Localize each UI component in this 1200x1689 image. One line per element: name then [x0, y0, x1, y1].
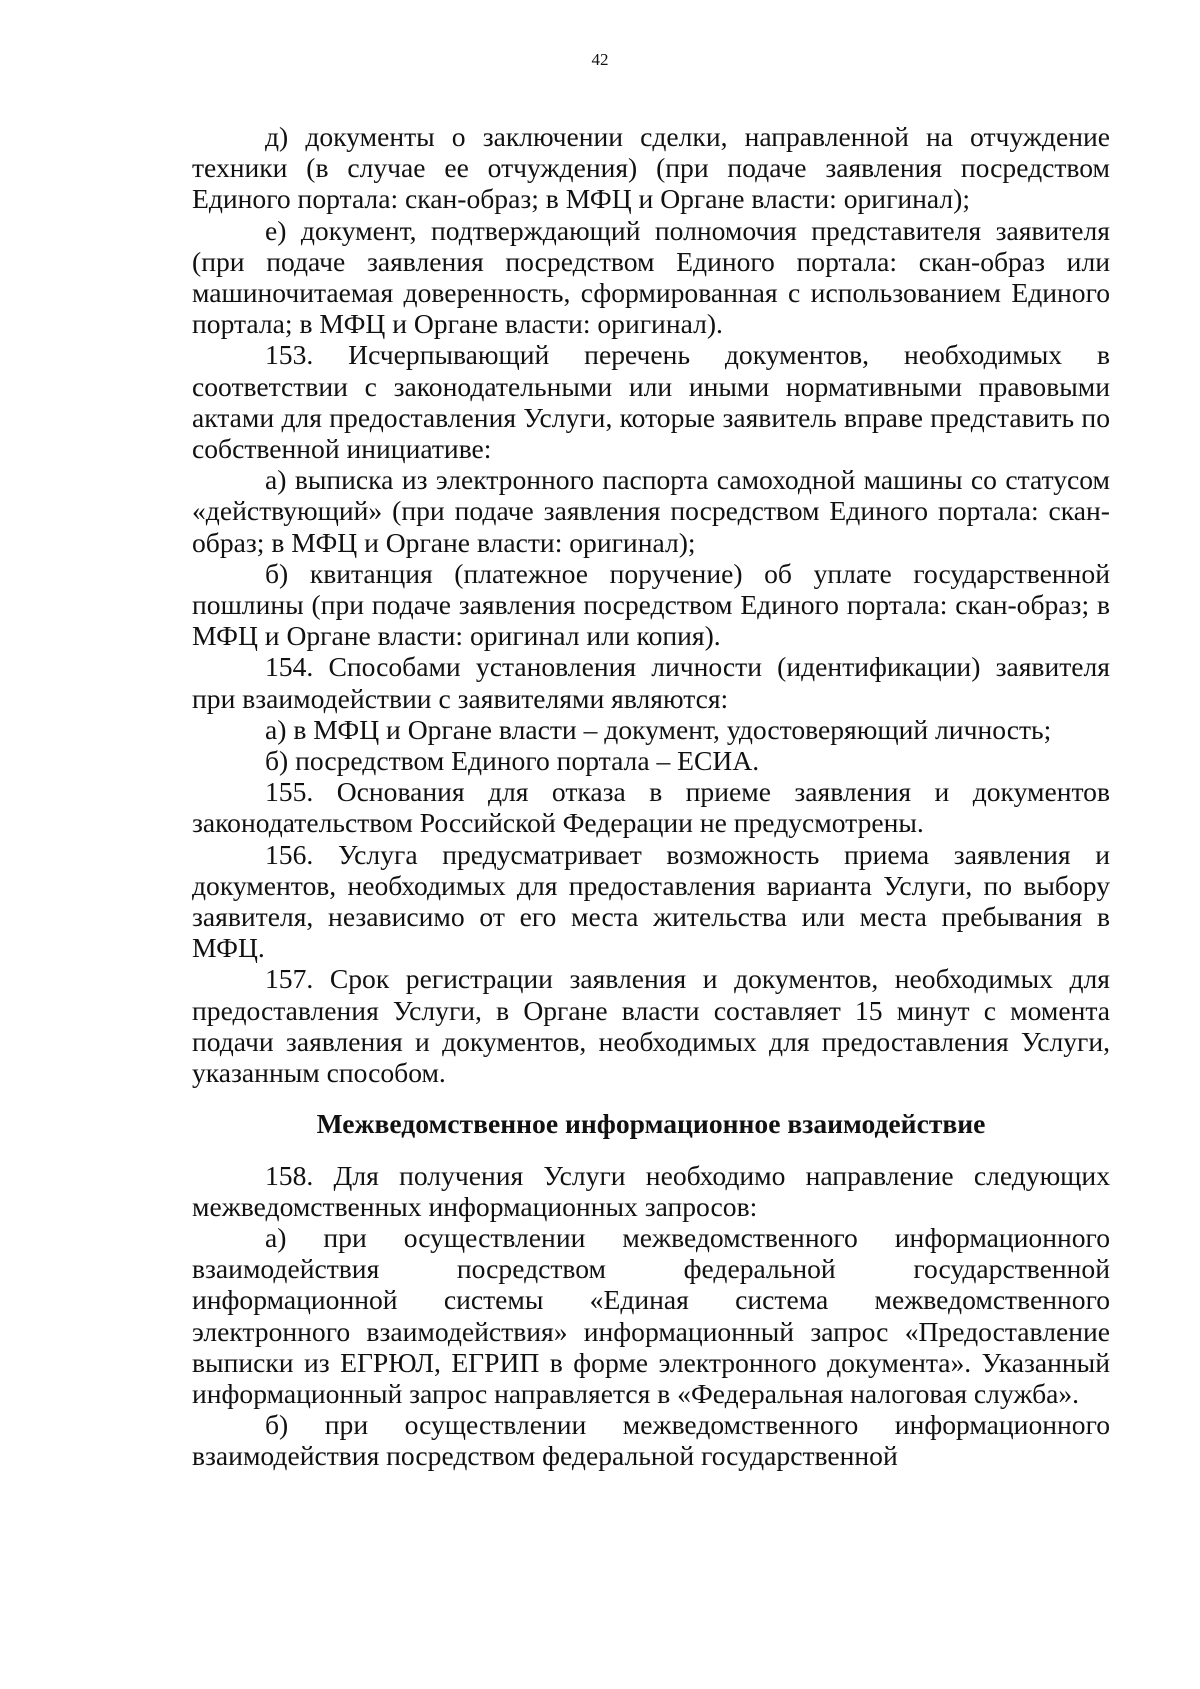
paragraph-158-a: а) при осуществлении межведомственного информационного взаимодействия посредством федеральной государственной информационной системы «Единая система межведомственного электронного взаимодействия» информационный запрос «Предоставление выписки из ЕГРЮЛ, ЕГРИП в форме электронного документа». Указанный информационный запрос направляется в «Федеральная налоговая служба». — [192, 1221, 1110, 1409]
paragraph-154: 154. Способами установления личности (идентификации) заявителя при взаимодействии с заявителями являются: — [192, 651, 1110, 714]
paragraph-158-b: б) при осуществлении межведомственного информационного взаимодействия посредством федеральной государственной — [192, 1409, 1110, 1472]
paragraph-155: 155. Основания для отказа в приеме заявления и документов законодательством Российской Федерации не предусмотрены. — [192, 776, 1110, 839]
paragraph-d-documents-sale: д) документы о заключении сделки, направленной на отчуждение техники (в случае ее отчуждения) (при подаче заявления посредством Единого портала: скан-образ; в МФЦ и Органе власти: оригинал); — [192, 121, 1110, 215]
paragraph-153: 153. Исчерпывающий перечень документов, необходимых в соответствии с законодательными или иными нормативными правовыми актами для предоставления Услуги, которые заявитель вправе представить по собственной инициативе: — [192, 339, 1110, 465]
paragraph-153-a: а) выписка из электронного паспорта самоходной машины со статусом «действующий» (при подаче заявления посредством Единого портала: скан-образ; в МФЦ и Органе власти: оригинал); — [192, 464, 1110, 558]
page-number: 42 — [591, 50, 609, 69]
paragraph-157: 157. Срок регистрации заявления и документов, необходимых для предоставления Услуги, в Органе власти составляет 15 минут с момента подачи заявления и документов, необходимых для предоставления Услуги, указанным способом. — [192, 963, 1110, 1089]
paragraph-154-a: а) в МФЦ и Органе власти – документ, удостоверяющий личность; — [265, 713, 1052, 745]
paragraph-e-representative-authority: е) документ, подтверждающий полномочия представителя заявителя (при подаче заявления посредством Единого портала: скан-образ или машиночитаемая доверенность, сформированная с использованием Единого портала; в МФЦ и Органе власти: оригинал). — [192, 214, 1110, 340]
paragraph-158: 158. Для получения Услуги необходимо направление следующих межведомственных информационных запросов: — [192, 1159, 1110, 1222]
paragraph-154-b: б) посредством Единого портала – ЕСИА. — [265, 745, 760, 777]
document-body — [192, 121, 1110, 1472]
section-heading: Межведомственное информационное взаимодействие — [316, 1108, 986, 1140]
paragraph-156: 156. Услуга предусматривает возможность приема заявления и документов, необходимых для предоставления варианта Услуги, по выбору заявителя, независимо от его места жительства или места пребывания в МФЦ. — [192, 838, 1110, 964]
paragraph-153-b: б) квитанция (платежное поручение) об уплате государственной пошлины (при подаче заявления посредством Единого портала: скан-образ; в МФЦ и Органе власти: оригинал или копия). — [192, 557, 1110, 652]
